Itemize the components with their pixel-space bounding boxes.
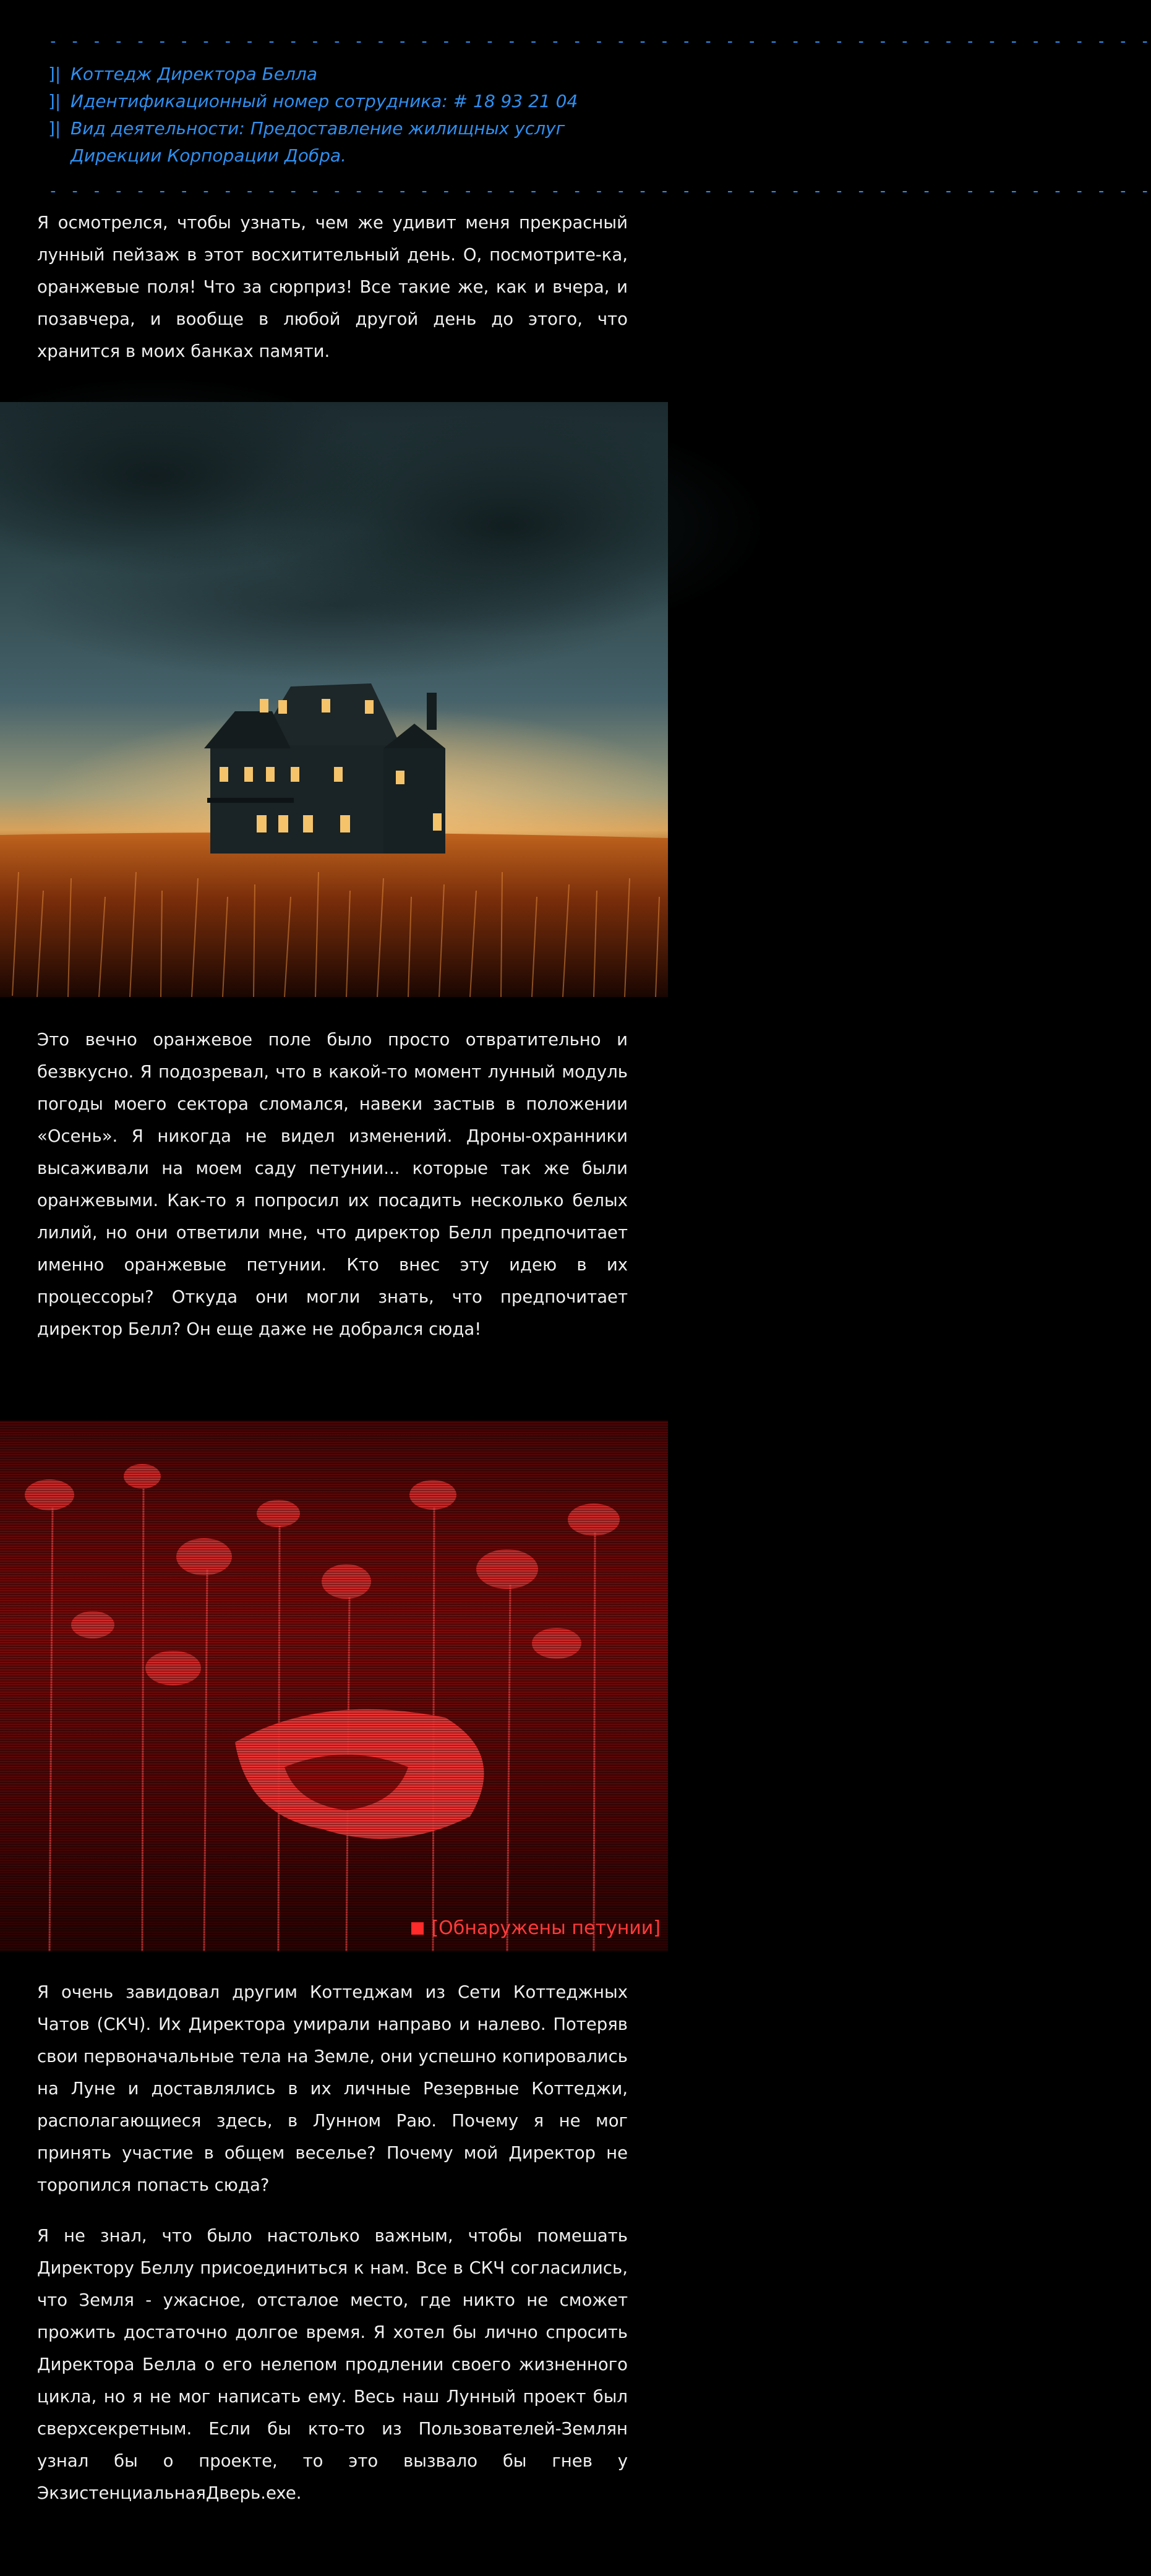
petunias-detected-image [0,1421,668,1951]
cottage-name: Коттедж Директора Белла [71,64,317,84]
header-line-cottage [48,61,620,88]
header-line-id [48,88,620,115]
employee-header [48,32,1151,200]
activity-type: Вид деятельности: Предоставление жилищных услуг Дирекции Корпорации Добра. [71,118,565,166]
header-info [48,61,620,169]
house-field-image [0,402,668,997]
employee-id: Идентификационный номер сотрудника: # 18 93 21 04 [71,91,578,111]
story-paragraph: Я очень завидовал другим Коттеджам из Сети Коттеджных Чатов (СКЧ). Их Директора умирали направо и налево. Потеряв свои первоначальные тела на Земле, они успешно копировались на Луне и доставлялись в их личные Резервные Коттеджи, располагающиеся здесь, в Лунном Раю. Почему я не мог принять участие в общем веселье? Почему мой Директор не торопился попасть сюда? [37,1982,628,2195]
bullet-marker: ]| [48,118,61,139]
header-divider-top: - - - - - - - - - - - - - - - - - - - - - - - - - - - - - - - - - - - - - - - - - - - - - - - - - - - [48,32,1151,51]
story-section-1 [37,207,628,386]
header-divider-bottom: - - - - - - - - - - - - - - - - - - - - - - - - - - - - - - - - - - - - - - - - - - - - - - - - - - - [48,182,1151,200]
story-paragraph: Это вечно оранжевое поле было просто отвратительно и безвкусно. Я подозревал, что в какой-то момент лунный модуль погоды моего сектора сломался, навеки застыв в положении «Осень». Я никогда не видел изменений. Дроны-охранники высаживали на моем саду петунии... которые так же были оранжевыми. Как-то я попросил их посадить несколько белых лилий, но они ответили мне, что директор Белл предпочитает именно оранжевые петунии. Кто внес эту идею в их процессоры? Откуда они могли знать, что предпочитает директор Белл? Он еще даже не добрался сюда! [37,1030,628,1339]
story-section-2 [37,1024,628,1364]
header-line-activity [48,115,620,169]
story-section-3 [37,1976,628,2528]
petunias-detected-label: [Обнаружены петунии] [431,1917,661,1939]
bullet-marker: ]| [48,91,61,111]
alert-square-icon [411,1922,424,1935]
bullet-marker: ]| [48,64,61,84]
petunias-detected-tag [411,1917,661,1939]
story-paragraph: Я не знал, что было настолько важным, чтобы помешать Директору Беллу присоединиться к нам. Все в СКЧ согласились, что Земля - ужасное, отсталое место, где никто не сможет прожить достаточно долгое время. Я хотел бы лично спросить Директора Белла о его нелепом продлении своего жизненного цикла, но я не мог написать ему. Весь наш Лунный проект был сверхсекретным. Если бы кто-то из Пользователей-Землян узнал бы о проекте, то это вызвало бы гнев у ЭкзистенциальнаяДверь.exe. [37,2226,628,2503]
story-paragraph: Я осмотрелся, чтобы узнать, чем же удивит меня прекрасный лунный пейзаж в этот восхитительный день. О, посмотрите-ка, оранжевые поля! Что за сюрприз! Все такие же, как и вчера, и позавчера, и вообще в любой другой день до этого, что хранится в моих банках памяти. [37,213,628,361]
